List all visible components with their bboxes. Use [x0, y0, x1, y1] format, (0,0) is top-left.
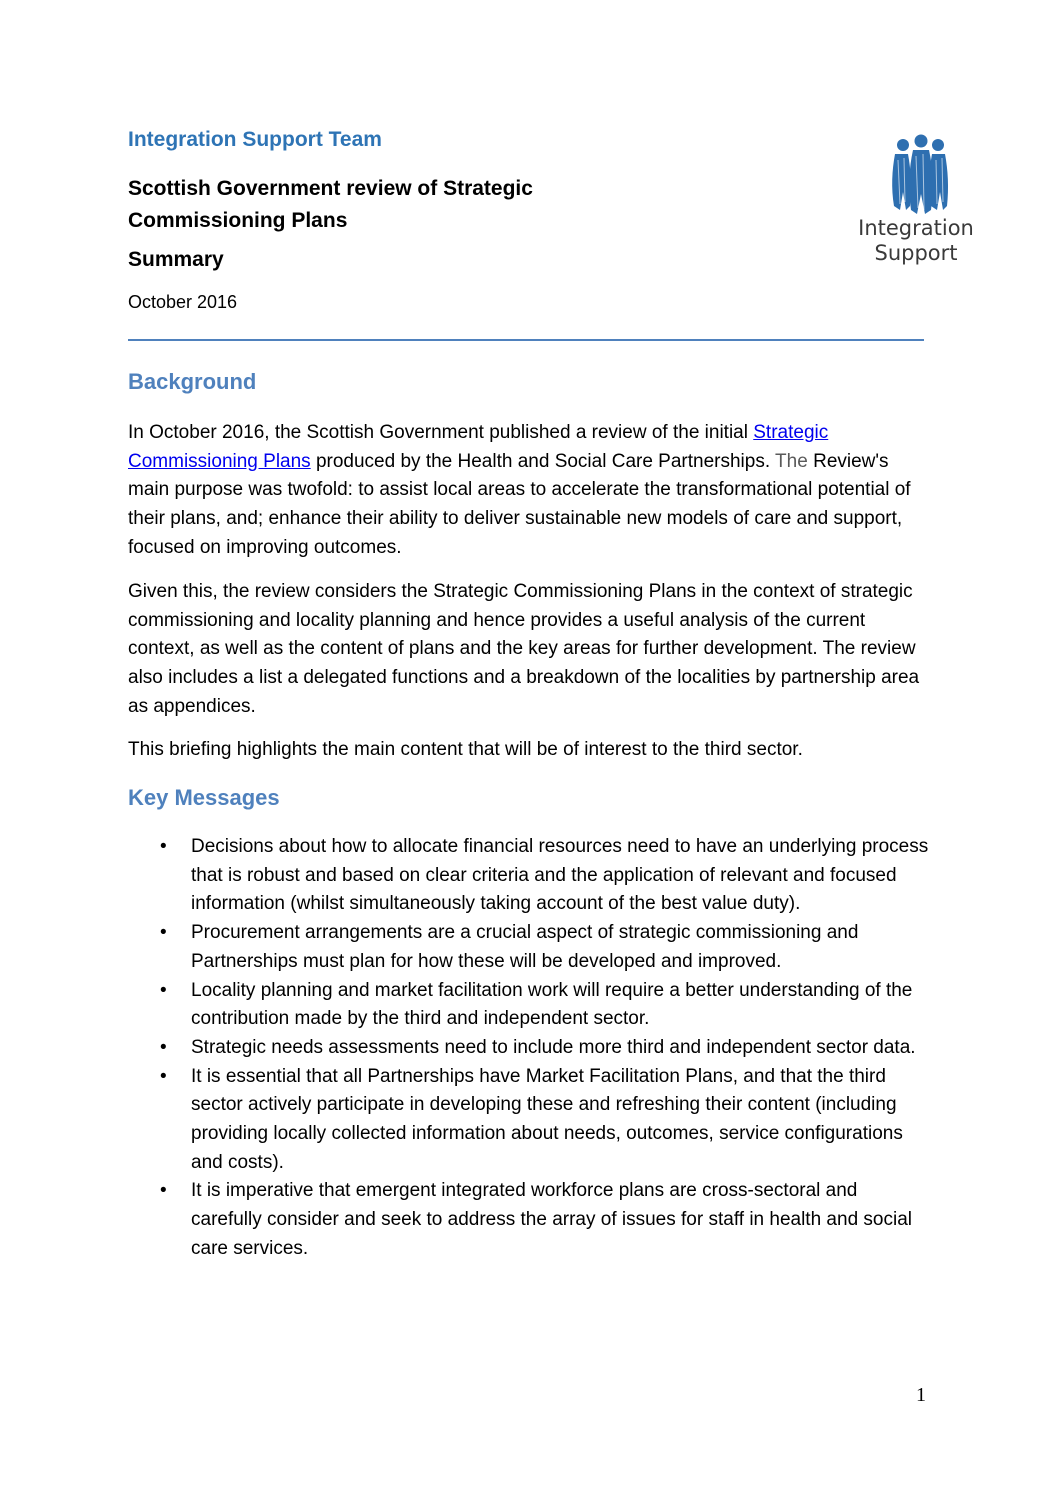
team-title: Integration Support Team [128, 128, 382, 151]
background-p1-text-before: In October 2016, the Scottish Government published a review of the initial [128, 422, 754, 443]
bullet-icon: • [160, 1180, 167, 1202]
list-item-text: It is essential that all Partnerships have Market Facilitation Plans, and that the third sector actively participate in developing these and refreshing their content (including providing locally collected information about needs, outcomes, service configurations and costs). [191, 1065, 903, 1173]
logo-line-1: Integration [858, 216, 974, 240]
background-paragraph-3: This briefing highlights the main content that will be of interest to the third sector. [128, 739, 803, 760]
list-item-text: Strategic needs assessments need to include more third and independent sector data. [191, 1036, 916, 1058]
background-p1-text-gray: The [770, 450, 808, 472]
list-item-text: Locality planning and market facilitation work will require a better understanding of the contribution made by the third and independent sector. [191, 979, 913, 1030]
bullet-icon: • [160, 836, 167, 857]
list-item [150, 1063, 930, 1178]
list-item-text: Procurement arrangements are a crucial aspect of strategic commissioning and Partnerships must plan for how these will be developed and improved. [191, 922, 859, 972]
key-messages-heading: Key Messages [128, 785, 280, 810]
header-divider [128, 339, 924, 341]
list-item [150, 919, 930, 976]
logo-line-2: Support [874, 241, 958, 265]
bullet-icon: • [160, 979, 167, 1001]
strategic-commissioning-plans-link[interactable]: Strategic Commissioning Plans [128, 422, 829, 472]
background-heading: Background [128, 369, 257, 394]
summary-label: Summary [128, 248, 224, 271]
background-p1-text-after: produced by the Health and Social Care Partnerships. [310, 450, 771, 472]
list-item [150, 1177, 930, 1263]
list-item [150, 833, 930, 919]
list-item [150, 977, 930, 1034]
document-title-line-1: Scottish Government review of Strategic [128, 177, 533, 200]
background-paragraph-2: Given this, the review considers the Strategic Commissioning Plans in the context of strategic commissioning and locality planning and hence provides a useful analysis of the current context, as well as the content of plans and the key areas for further development. The review also includes a list a delegated functions and a breakdown of the localities by partnership area as appendices. [128, 581, 920, 717]
document-date: October 2016 [128, 292, 238, 312]
bullet-icon: • [160, 922, 167, 944]
list-item-text: Decisions about how to allocate financial resources need to have an underlying process that is robust and based on clear criteria and the application of relevant and focused information (whilst simultaneously taking account of the best value duty). [191, 836, 929, 915]
list-item [150, 1034, 930, 1063]
background-p1-text-rest: Review's main purpose was twofold: to assist local areas to accelerate the transformational potential of their plans, and; enhance their ability to deliver sustainable new models of care and support, focused on improving outcomes. [128, 450, 911, 558]
logo-wordmark [848, 216, 984, 266]
document-title-line-2: Commissioning Plans [128, 209, 348, 232]
bullet-icon: • [160, 1065, 167, 1087]
bullet-icon: • [160, 1036, 167, 1058]
list-item-text: It is imperative that emergent integrated workforce plans are cross-sectoral and carefully consider and seek to address the array of issues for staff in health and social care services. [191, 1180, 912, 1259]
key-messages-list [150, 833, 930, 1264]
page-number: 1 [916, 1384, 926, 1406]
document-title [128, 173, 688, 237]
background-paragraph-1 [128, 419, 928, 563]
